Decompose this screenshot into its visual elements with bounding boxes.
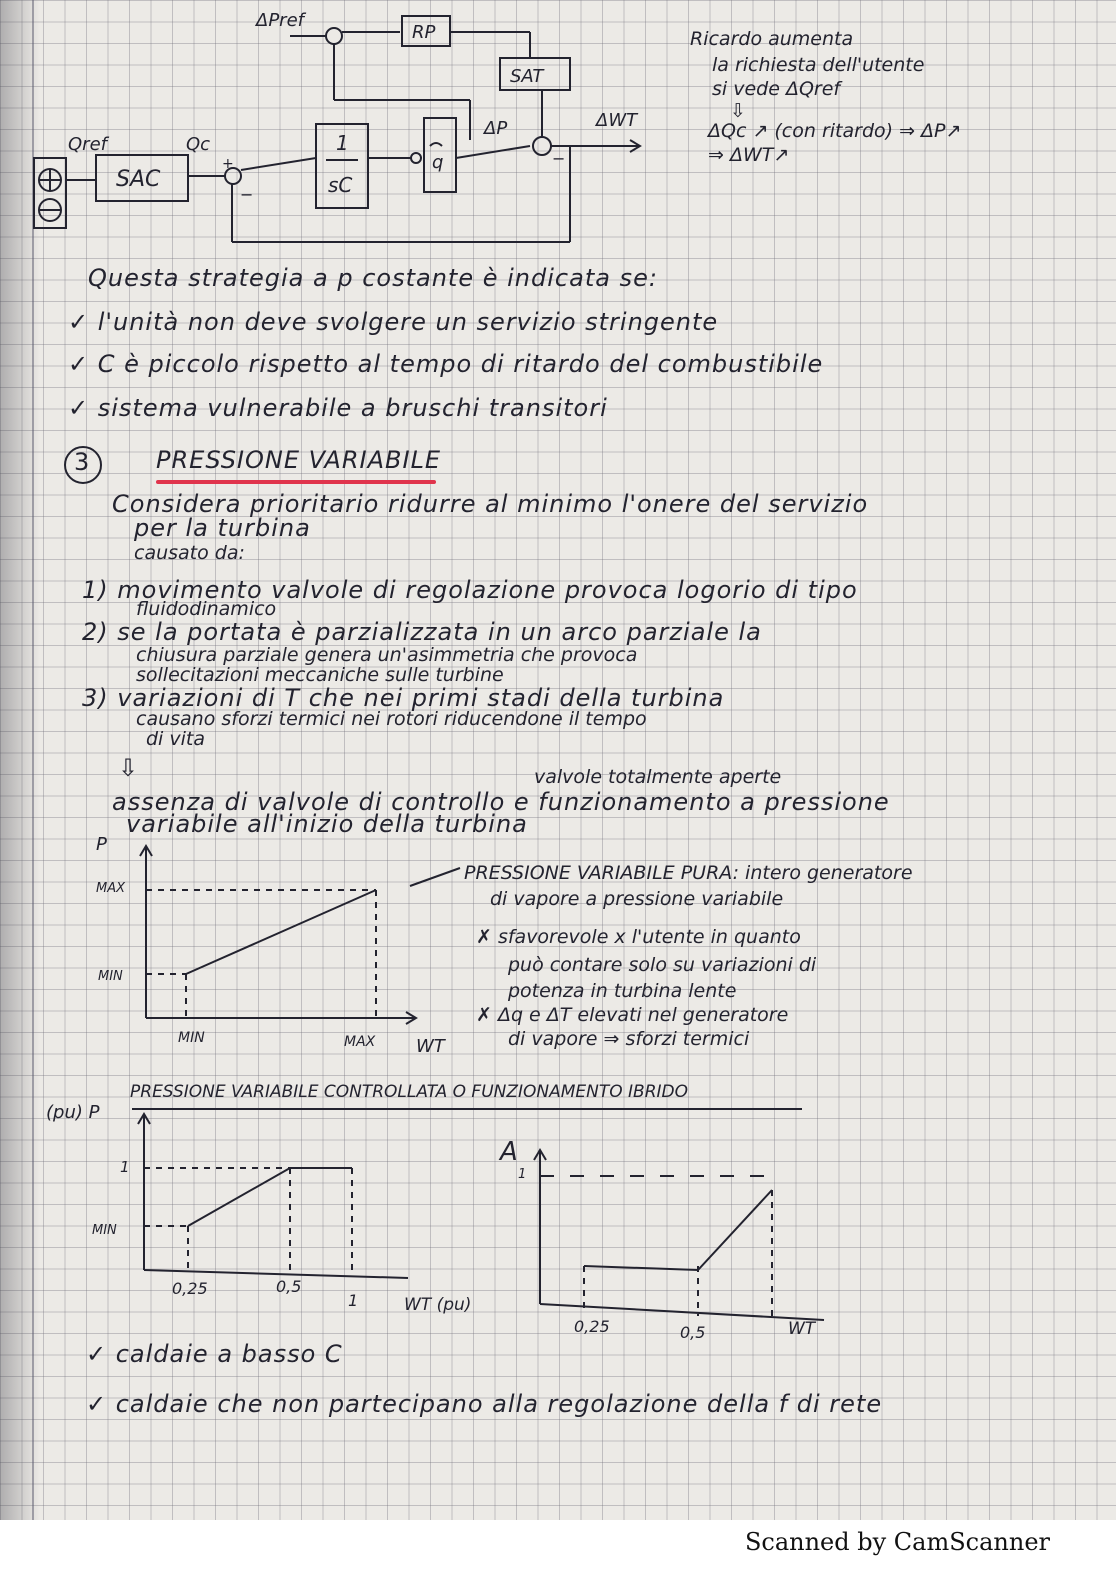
absence-line-2: variabile all'inizio della turbina (126, 810, 528, 838)
chart-2-xtick-1: 0,25 (172, 1279, 208, 1298)
label-minus: − (240, 185, 254, 204)
scanner-label: Scanned by CamScanner (744, 1528, 1050, 1556)
side-note-line-4: ⇩ (730, 100, 746, 122)
label-sac: SAC (116, 167, 161, 192)
pure-subtitle: di vapore a pressione variabile (490, 888, 784, 910)
valves-open-note: valvole totalmente aperte (534, 766, 782, 788)
label-q-ref: Qref (68, 134, 107, 155)
label-rp: RP (412, 22, 436, 43)
side-note-line-6: ⇒ ΔWT↗ (708, 144, 790, 166)
implies-arrow: ⇩ (118, 754, 140, 782)
chart-3-ytick-1: 1 (518, 1167, 527, 1182)
cause-3-line-1: 3) variazioni di T che nei primi stadi della turbina (82, 684, 725, 712)
chart-3-xlabel: WT (788, 1319, 816, 1339)
chart-2-ylabel: (pu) P (46, 1102, 100, 1123)
pure-title: PRESSIONE VARIABILE PURA: intero generatore (464, 862, 913, 884)
con-5: di vapore ⇒ sforzi termici (508, 1028, 750, 1050)
consider-line-2: per la turbina (134, 514, 311, 542)
hybrid-title-underline (132, 1108, 802, 1110)
cause-3-line-3: di vita (146, 728, 205, 750)
label-plus: + (222, 156, 234, 172)
cause-3-line-2: causano sforzi termici nei rotori riducendone il tempo (136, 708, 647, 730)
cause-2-line-1: 2) se la portata è parzializzata in un arco parziale la (82, 618, 762, 646)
con-2: può contare solo su variazioni di (508, 954, 817, 976)
label-dwt: ΔWT (596, 110, 638, 131)
con-4: ✗ Δq e ΔT elevati nel generatore (476, 1004, 789, 1026)
section-number: 3 (74, 448, 91, 476)
label-sc-num: 1 (336, 131, 349, 155)
label-dp: ΔP (484, 118, 508, 139)
cause-1-line-1: 1) movimento valvole di regolazione provoca logorio di tipo (82, 576, 858, 604)
bottom-check-1: ✓ caldaie a basso C (86, 1340, 343, 1368)
absence-line-1: assenza di valvole di controllo e funzionamento a pressione (112, 788, 890, 816)
strategy-intro: Questa strategia a p costante è indicata se: (88, 264, 658, 292)
summing-junction-3 (326, 28, 342, 44)
chart-1-xtick-max: MAX (344, 1034, 376, 1050)
label-sat: SAT (510, 66, 544, 87)
summing-junction-2 (533, 137, 551, 155)
hybrid-title: PRESSIONE VARIABILE CONTROLLATA O FUNZIONAMENTO IBRIDO (130, 1082, 689, 1102)
chart-1-ylabel: P (96, 834, 107, 855)
cause-2-line-2: chiusura parziale genera un'asimmetria che provoca (136, 644, 638, 666)
chart-2-xtick-3: 1 (348, 1291, 359, 1310)
label-minus-2: − (552, 149, 566, 168)
chart-1-xlabel: WT (416, 1036, 445, 1057)
side-note-line-2: la richiesta dell'utente (712, 54, 925, 76)
label-dp-ref: ΔPref (256, 10, 304, 31)
side-note-line-3: si vede ΔQref (712, 78, 841, 100)
chart-3-xtick-2: 0,5 (680, 1323, 706, 1342)
chart-2-xlabel: WT (pu) (404, 1295, 472, 1315)
label-q-c: Qc (186, 134, 211, 155)
label-sc-den: sC (328, 173, 353, 197)
chart-1-ytick-min: MIN (98, 969, 123, 984)
check-item-1: ✓ l'unità non deve svolgere un servizio stringente (68, 308, 719, 336)
section-title: PRESSIONE VARIABILE (156, 446, 442, 474)
chart-2-ytick-1: 1 (120, 1158, 130, 1176)
con-3: potenza in turbina lente (508, 980, 737, 1002)
chart-2-xtick-2: 0,5 (276, 1277, 302, 1296)
caused-by: causato da: (134, 542, 245, 564)
cause-1-line-2: fluidodinamico (136, 598, 277, 620)
con-1: ✗ sfavorevole x l'utente in quanto (476, 926, 801, 948)
chart-3-xtick-1: 0,25 (574, 1317, 610, 1336)
consider-line-1: Considera prioritario ridurre al minimo l'onere del servizio (112, 490, 869, 518)
side-note-line-1: Ricardo aumenta (690, 28, 854, 50)
chart-2-ytick-min: MIN (92, 1223, 117, 1238)
chart-1-xtick-min: MIN (178, 1030, 205, 1046)
check-item-3: ✓ sistema vulnerabile a bruschi transitori (68, 394, 608, 422)
section-title-underline (156, 480, 436, 484)
chart-3-ylabel: A (500, 1137, 518, 1167)
cause-2-line-3: sollecitazioni meccaniche sulle turbine (136, 664, 504, 686)
chart-1-ytick-max: MAX (96, 881, 126, 896)
label-q: q (432, 152, 444, 173)
check-item-2: ✓ C è piccolo rispetto al tempo di ritardo del combustibile (68, 350, 824, 378)
side-note-line-5: ΔQc ↗ (con ritardo) ⇒ ΔP↗ (708, 120, 962, 142)
bottom-check-2: ✓ caldaie che non partecipano alla regolazione della f di rete (86, 1390, 883, 1418)
